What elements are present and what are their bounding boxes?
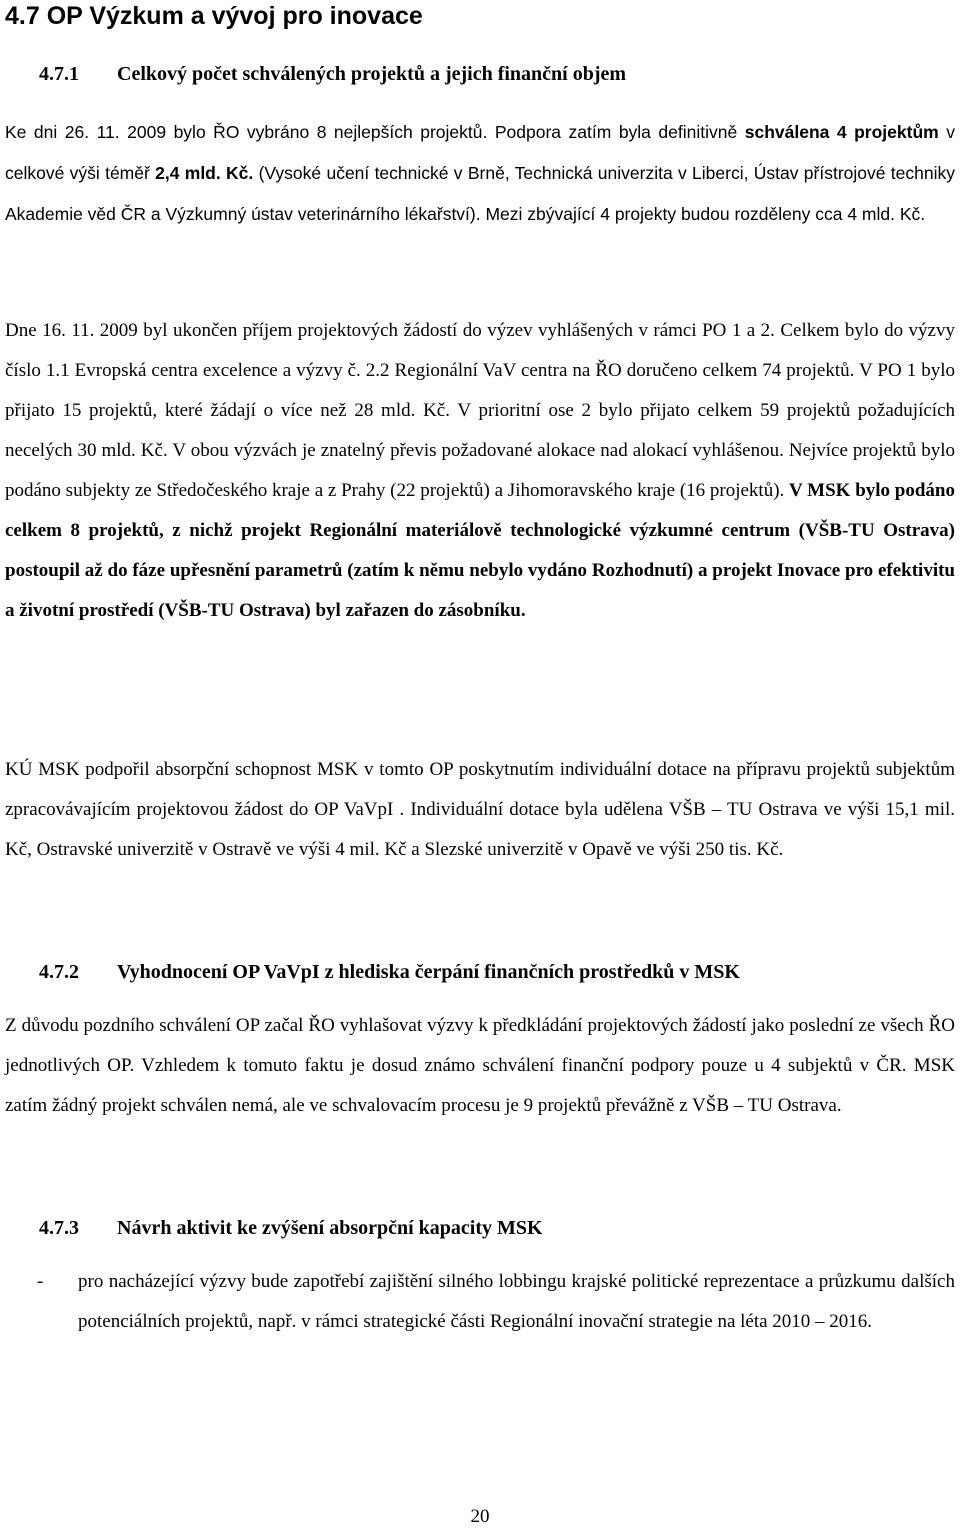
- subsection-number: 4.7.1: [39, 63, 79, 85]
- paragraph-evaluation: Z důvodu pozdního schválení OP začal ŘO vyhlašovat výzvy k předkládání projektových žádostí jako poslední ze všech ŘO jednotlivých OP. Vzhledem k tomuto faktu je dosud známo schválení finanční podpory pouze u 4 subjektů v ČR. MSK zatím žádný projekt schválen nemá, ale ve schvalovacím procesu je 9 projektů převážně z VŠB – TU Ostrava.: [5, 1015, 955, 1116]
- subsection-number: 4.7.3: [39, 1217, 79, 1239]
- subsection-heading-4-7-1: [39, 60, 626, 88]
- paragraph-approved-projects: [5, 112, 955, 235]
- paragraph-kum-support: KÚ MSK podpořil absorpční schopnost MSK v tomto OP poskytnutím individuální dotace na přípravu projektů subjektům zpracovávajícím projektovou žádost do OP VaVpI . Individuální dotace byla udělena VŠB – TU Ostrava ve výši 15,1 mil. Kč, Ostravské univerzitě v Ostravě ve výši 4 mil. Kč a Slezské univerzitě v Opavě ve výši 250 tis. Kč.: [5, 759, 955, 860]
- subsection-heading-4-7-3: [39, 1214, 543, 1242]
- paragraph-bold-text: schválena 4 projektům: [744, 122, 939, 142]
- subsection-title: Celkový počet schválených projektů a jejich finanční objem: [117, 63, 627, 85]
- paragraph-bold-text: 2,4 mld. Kč.: [155, 163, 254, 183]
- paragraph-bold-text: V MSK bylo podáno celkem 8 projektů, z nichž projekt Regionální materiálově technologické výzkumné centrum (VŠB-TU Ostrava) postoupil až do fáze upřesnění parametrů (zatím k němu nebylo vydáno Rozhodnutí) a projekt Inovace pro efektivitu a životní prostředí (VŠB-TU Ostrava) byl zařazen do zásobníku.: [5, 480, 955, 621]
- section-heading: 4.7 OP Výzkum a vývoj pro inovace: [5, 2, 423, 30]
- page-number: 20: [470, 1506, 490, 1527]
- list-item: [5, 1262, 955, 1342]
- subsection-number: 4.7.2: [39, 961, 79, 983]
- paragraph-text: (Vysoké učení technické v Brně, Technická univerzita v Liberci, Ústav přístrojové techniky Akademie věd ČR a Výzkumný ústav veterinárního lékařství). Mezi zbývající 4 projekty budou rozděleny cca 4 mld. Kč.: [5, 163, 956, 224]
- list-bullet: -: [37, 1271, 44, 1292]
- paragraph-text: Ke dni 26. 11. 2009 bylo ŘO vybráno 8 nejlepších projektů. Podpora zatím byla definitivně: [5, 122, 745, 142]
- subsection-title: Vyhodnocení OP VaVpI z hlediska čerpání finančních prostředků v MSK: [117, 961, 740, 983]
- paragraph-submitted-projects: [5, 311, 955, 631]
- subsection-title: Návrh aktivit ke zvýšení absorpční kapacity MSK: [117, 1217, 543, 1239]
- subsection-heading-4-7-2: [39, 958, 740, 986]
- paragraph-text: v celkové výši téměř: [5, 122, 955, 183]
- paragraph-text: Dne 16. 11. 2009 byl ukončen příjem projektových žádostí do výzev vyhlášených v rámci PO 1 a 2. Celkem bylo do výzvy číslo 1.1 Evropská centra excelence a výzvy č. 2.2 Regionální VaV centra na ŘO doručeno celkem 74 projektů. V PO 1 bylo přijato 15 projektů, které žádají o více než 28 mld. Kč. V prioritní ose 2 bylo přijato celkem 59 projektů požadujících necelých 30 mld. Kč. V obou výzvách je znatelný převis požadované alokace nad alokací vyhlášenou. Nejvíce projektů bylo podáno subjekty ze Středočeského kraje a z Prahy (22 projektů) a Jihomoravského kraje (16 projektů).: [5, 320, 955, 501]
- list-item-text: pro nacházející výzvy bude zapotřebí zajištění silného lobbingu krajské politické reprezentace a průzkumu dalších potenciálních projektů, např. v rámci strategické části Regionální inovační strategie na léta 2010 – 2016.: [78, 1271, 955, 1332]
